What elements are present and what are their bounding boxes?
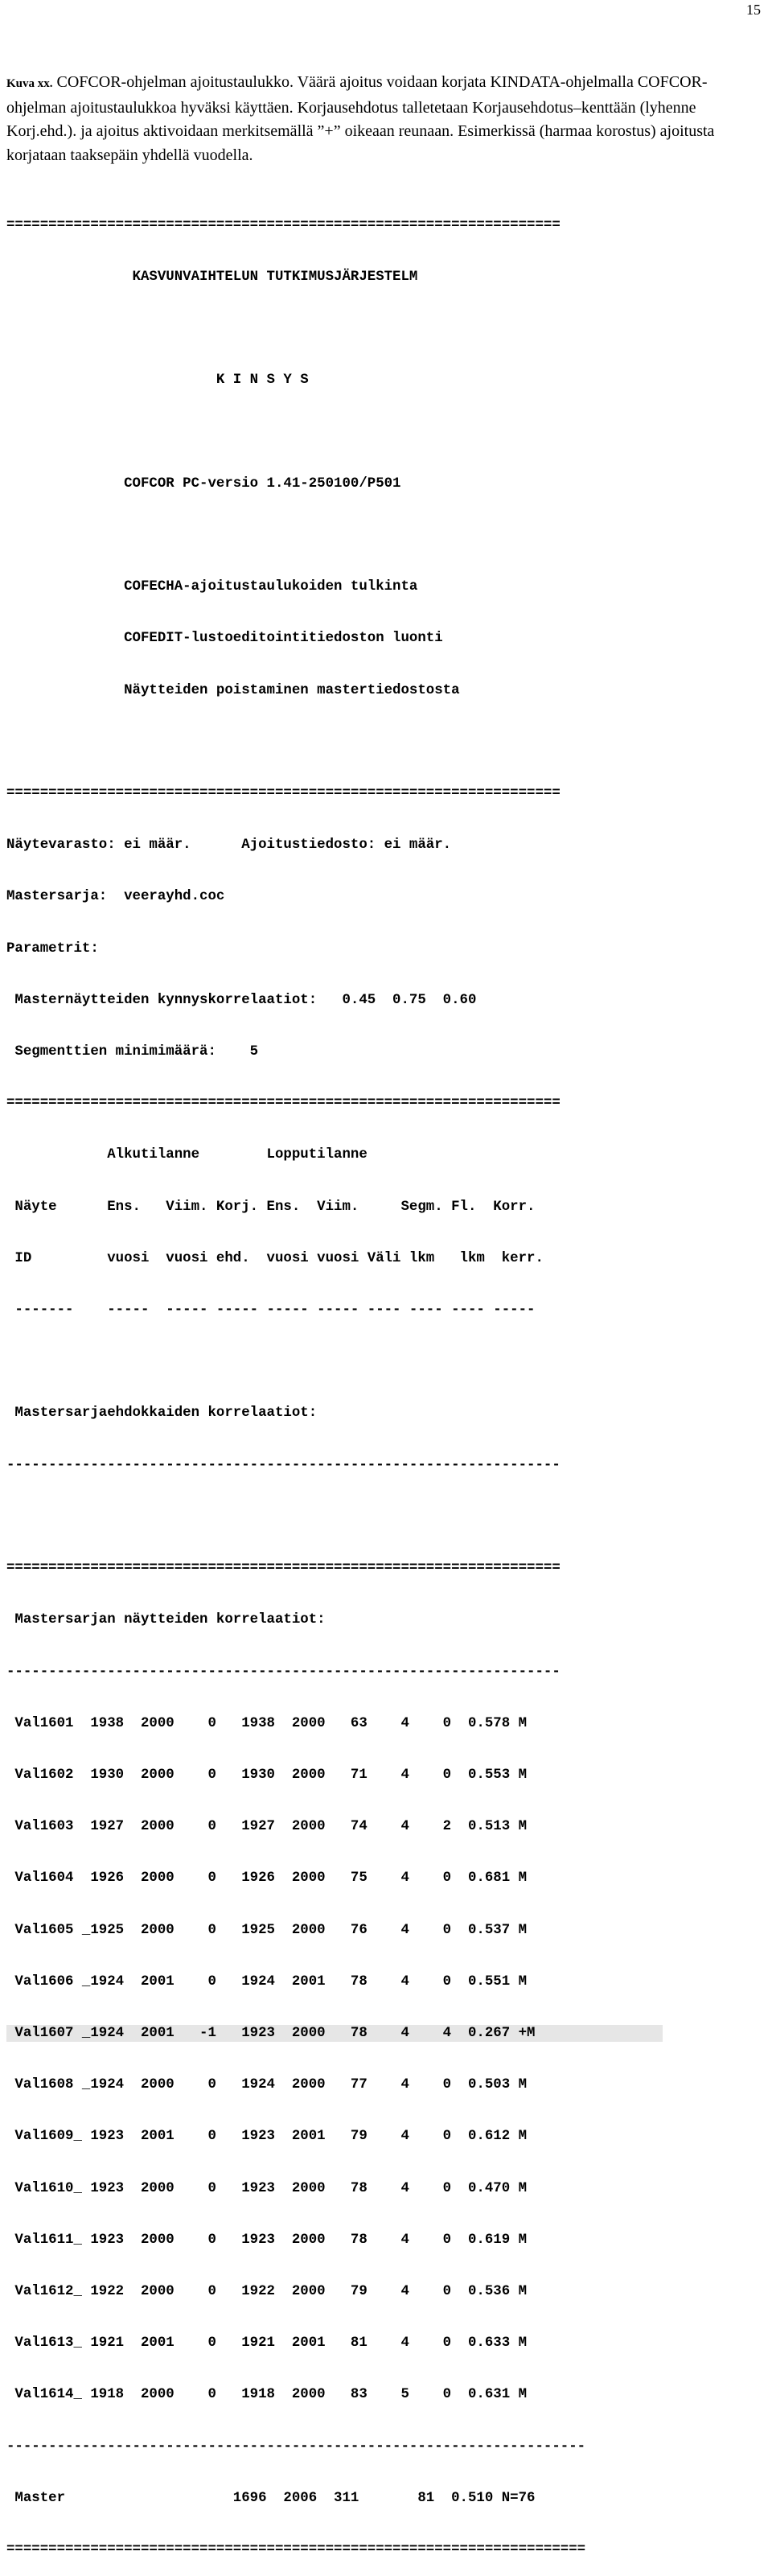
table-row: Val1604 1926 2000 0 1926 2000 75 4 0 0.681 M: [6, 1870, 528, 1887]
menu-option-remove-samples: Näytteiden poistaminen mastertiedostosta: [6, 682, 460, 698]
program-title: KASVUNVAIHTELUN TUTKIMUSJÄRJESTELM: [6, 270, 418, 286]
blank-line: [6, 424, 663, 441]
table-row: Val1614_ 1918 2000 0 1918 2000 83 5 0 0.631 M: [6, 2387, 528, 2403]
table-row-highlighted: Val1607 _1924 2001 -1 1923 2000 78 4 4 0.267 +M: [6, 2025, 663, 2042]
separator-3: ==================================================================: [6, 1096, 561, 1112]
dash-rule-3: ---------------------------------------------------------------------: [6, 2438, 586, 2455]
master-total-row: Master 1696 2006 311 81 0.510 N=76: [6, 2490, 536, 2506]
table-row: Val1602 1930 2000 0 1930 2000 71 4 0 0.553 M: [6, 1767, 528, 1783]
table-row: Val1613_ 1921 2001 0 1921 2001 81 4 0 0.633 M: [6, 2335, 528, 2352]
separator-2: ==================================================================: [6, 786, 561, 802]
separator-bottom: =====================================================================: [6, 2541, 586, 2557]
parameters-heading: Parametrit:: [6, 940, 99, 957]
table-row: Val1603 1927 2000 0 1927 2000 74 4 2 0.513 M: [6, 1819, 528, 1835]
figure-caption: [6, 71, 766, 167]
dash-rule-2: ------------------------------------------------------------------: [6, 1664, 561, 1680]
program-version: COFCOR PC-versio 1.41-250100/P501: [6, 475, 401, 492]
table-row: Val1605 _1925 2000 0 1925 2000 76 4 0 0.537 M: [6, 1922, 528, 1938]
separator-4: ==================================================================: [6, 1561, 561, 1577]
segments-minimum: Segmenttien minimimäärä: 5: [6, 1044, 259, 1060]
table-row: Val1608 _1924 2000 0 1924 2000 77 4 0 0.503 M: [6, 2077, 528, 2093]
caption-label: Kuva xx.: [6, 77, 53, 90]
blank-line: [6, 527, 663, 544]
samples-heading: Mastersarjan näytteiden korrelaatiot:: [6, 1612, 326, 1628]
table-row: Val1601 1938 2000 0 1938 2000 63 4 0 0.578 M: [6, 1715, 528, 1731]
separator-top: ==================================================================: [6, 217, 561, 233]
candidates-heading: Mastersarjaehdokkaiden korrelaatiot:: [6, 1405, 318, 1422]
table-header-3: ID vuosi vuosi ehd. vuosi vuosi Väli lkm lkm kerr.: [6, 1250, 544, 1266]
blank-line: [6, 320, 663, 337]
table-row: Val1611_ 1923 2000 0 1923 2000 78 4 0 0.619 M: [6, 2232, 528, 2248]
page-number: 15: [746, 2, 761, 18]
table-header-1: Alkutilanne Lopputilanne: [6, 1147, 368, 1163]
blank-line: [6, 1353, 663, 1370]
blank-line: [6, 734, 663, 751]
master-series-file: Mastersarja: veerayhd.coc: [6, 889, 225, 905]
program-output: [6, 183, 663, 2576]
table-header-2: Näyte Ens. Viim. Korj. Ens. Viim. Segm. Fl. Korr.: [6, 1199, 536, 1215]
table-row: Val1612_ 1922 2000 0 1922 2000 79 4 0 0.536 M: [6, 2283, 528, 2299]
dash-rule-1: ------------------------------------------------------------------: [6, 1457, 561, 1473]
program-subtitle: K I N S Y S: [6, 372, 309, 389]
menu-option-cofecha: COFECHA-ajoitustaulukoiden tulkinta: [6, 579, 418, 595]
table-row: Val1609_ 1923 2001 0 1923 2001 79 4 0 0.612 M: [6, 2129, 528, 2145]
table-row: Val1610_ 1923 2000 0 1923 2000 78 4 0 0.470 M: [6, 2180, 528, 2196]
table-row: Val1606 _1924 2001 0 1924 2001 78 4 0 0.551 M: [6, 1973, 528, 1990]
master-threshold-values: Masternäytteiden kynnyskorrelaatiot: 0.45 0.75 0.60: [6, 992, 477, 1008]
sample-store-status: Näytevarasto: ei määr. Ajoitustiedosto: ei määr.: [6, 837, 452, 854]
caption-text: COFCOR-ohjelman ajoitustaulukko. Väärä ajoitus voidaan korjata KINDATA-ohjelmalla COFCOR-ohjelman ajoitustaulukkoa hyväksi käyttäen. Korjausehdotus talletetaan Korjausehdotus–kenttään (lyhenne Korj.ehd.). ja ajoitus aktivoidaan merkitsemällä ”+” oikeaan reunaan. Esimerkissä (harmaa korostus) ajoitusta korjataan taaksepäin yhdellä vuodella.: [6, 73, 715, 164]
blank-line: [6, 1508, 663, 1525]
table-header-rule: ------- ----- ----- ----- ----- ----- ---- ---- ---- -----: [6, 1302, 536, 1319]
menu-option-cofedit: COFEDIT-lustoeditointitiedoston luonti: [6, 631, 443, 647]
